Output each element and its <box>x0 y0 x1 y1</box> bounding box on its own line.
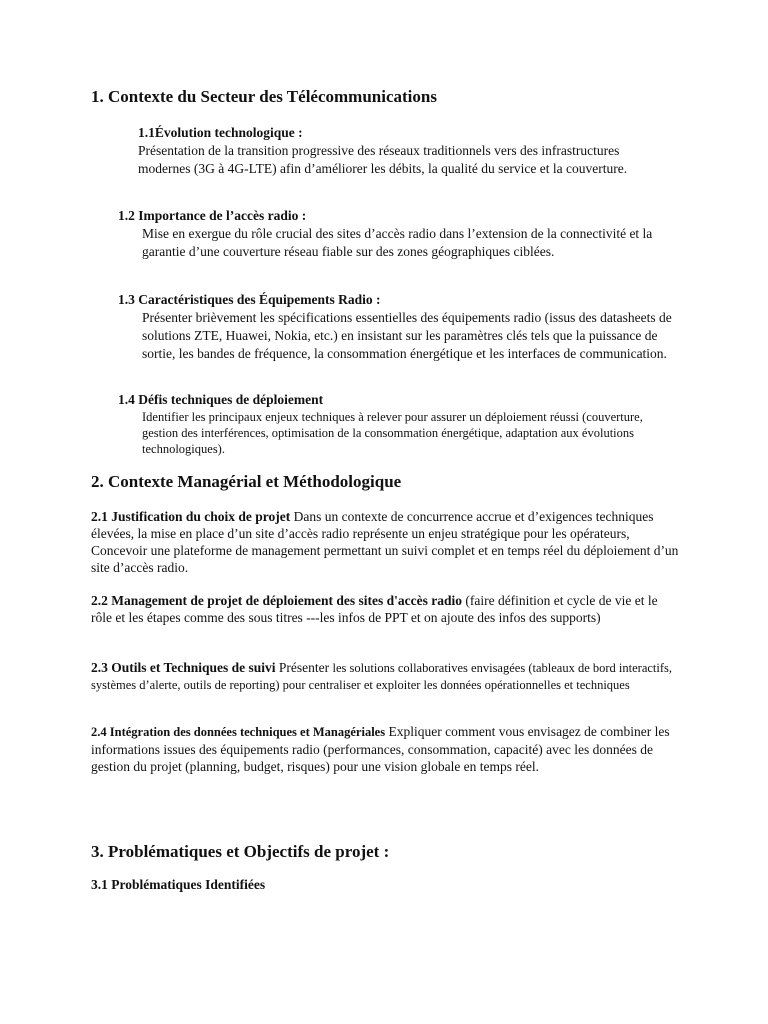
subsection-2-1 <box>91 508 681 576</box>
subsection-2-3-body-lead: Présenter <box>278 660 330 675</box>
subsection-2-2-title: 2.2 Management de projet de déploiement des sites d'accès radio <box>91 593 462 608</box>
subsection-1-4-body: Identifier les principaux enjeux techniques à relever pour assurer un déploiement réussi (couverture, gestion des interférences, optimisation de la consommation énergétique, adaptation aux évolutions technologiques). <box>142 410 643 456</box>
subsection-1-1 <box>138 124 658 178</box>
subsection-1-2 <box>118 207 678 261</box>
subsection-1-4-title: 1.4 Défis techniques de déploiement <box>118 392 324 407</box>
subsection-2-3-body: les solutions collaboratives envisagées (tableaux de bord interactifs, systèmes d’alerte, outils de reporting) pour centraliser et exploiter les données opérationnelles et techniques <box>91 661 673 692</box>
subsection-1-3-title: 1.3 Caractéristiques des Équipements Radio : <box>118 292 381 307</box>
section-1-heading: 1. Contexte du Secteur des Télécommunications <box>91 87 437 106</box>
subsection-1-2-body: Mise en exergue du rôle crucial des sites d’accès radio dans l’extension de la connectivité et la garantie d’une couverture réseau fiable sur des zones géographiques ciblées. <box>142 226 653 259</box>
subsection-2-3-title: 2.3 Outils et Techniques de suivi <box>91 660 276 675</box>
subsection-2-4-body: Expliquer comment vous envisagez de combiner les informations issues des équipements radio (performances, consommation, capacité) avec les données de gestion du projet (planning, budget, risques) pour une vision globale en temps réel. <box>91 724 670 774</box>
subsection-1-2-title: 1.2 Importance de l’accès radio : <box>118 208 307 223</box>
subsection-1-1-title: 1.1Évolution technologique : <box>138 125 303 140</box>
subsection-1-4 <box>118 391 658 457</box>
subsection-2-1-body: Dans un contexte de concurrence accrue et d’exigences techniques élevées, la mise en place d’un site d’accès radio représente un enjeu stratégique pour les opérateurs, Concevoir une plateforme de management permettant un suivi complet et en temps réel du déploiement d’un site d’accès radio. <box>91 509 679 575</box>
subsection-2-4-title: 2.4 Intégration des données techniques et Managériales <box>91 725 386 739</box>
section-3-heading: 3. Problématiques et Objectifs de projet : <box>91 842 390 861</box>
subsection-2-2 <box>91 592 681 626</box>
subsection-2-3 <box>91 659 681 693</box>
subsection-2-1-title: 2.1 Justification du choix de projet <box>91 509 291 524</box>
subsection-1-3-body: Présenter brièvement les spécifications essentielles des équipements radio (issus des datasheets de solutions ZTE, Huawei, Nokia, etc.) en insistant sur les paramètres clés tels que la puissance de sortie, les bandes de fréquence, la consommation énergétique et les interfaces de communication. <box>142 310 672 361</box>
subsection-1-3 <box>118 291 678 363</box>
subsection-1-1-body: Présentation de la transition progressive des réseaux traditionnels vers des infrastructures modernes (3G à 4G-LTE) afin d’améliorer les débits, la qualité du service et la couverture. <box>138 143 628 176</box>
subsection-2-4 <box>91 723 681 775</box>
subsection-3-1-heading: 3.1 Problématiques Identifiées <box>91 877 266 892</box>
subsection-2-2-body: (faire définition et cycle de vie et le rôle et les étapes comme des sous titres ---les infos de PPT et on ajoute des infos des supports) <box>91 593 658 625</box>
section-2-heading: 2. Contexte Managérial et Méthodologique <box>91 472 402 491</box>
